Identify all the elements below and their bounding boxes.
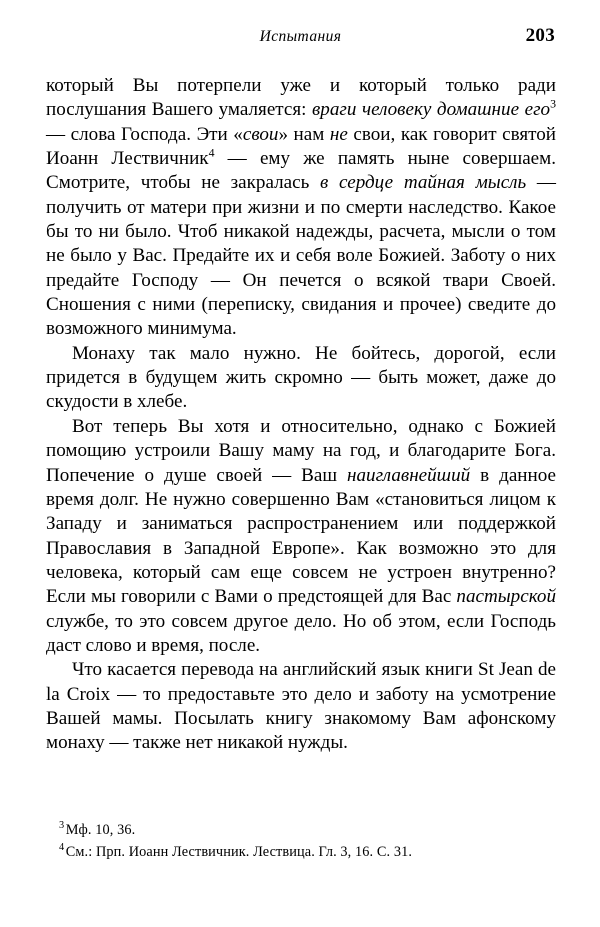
body-text-block [46,74,556,756]
text-run: » нам [278,123,330,145]
text-run: Вот теперь Вы хотя и относительно, однако с Божией помощию устроили Вашу маму на год, и благодарите Бога. Попечение о душе своей — Ваш [46,415,556,486]
emphasized-text: враги человеку домашние его [312,99,551,121]
paragraph [46,342,556,415]
text-run: — получить от матери при жизни и по смерти наследство. Какое бы то ни было. Чтоб никакой надежды, расчета, мысли о том не было у Вас. Предайте их и себя воле Божией. Заботу о них предайте Господу — Он печется о всякой твари Своей. Сношения с ними (переписку, свидания и прочее) сведите до возможного минимума. [46,172,556,340]
emphasized-text: наиглавнейший [347,464,471,486]
footnote [46,842,556,864]
text-run: Монаху так мало нужно. Не бойтесь, дорогой, если придется в будущем жить скромно — быть может, даже до скудости в хлебе. [46,342,556,413]
paragraph [46,74,556,342]
emphasized-text: не [329,123,348,145]
emphasized-text: в сердце тайная мысль [320,172,527,194]
emphasized-text: пастырской [456,586,556,608]
footnote-marker: 4 [59,841,65,853]
text-run: свои, как говорит святой Иоанн Лествичник [46,123,557,170]
text-run: который Вы потерпели уже и который только ради послушания Вашего умаляется: [46,75,556,121]
text-run: службе, то это совсем другое дело. Но об этом, если Господь даст слово и время, после. [46,610,556,656]
footnote-reference: 3 [550,96,557,111]
footnote-text: Мф. 10, 36. [65,822,136,838]
text-run: — ему же память ныне совершаем. Смотрите, чтобы не закралась [46,148,556,194]
text-run: в данное время долг. Не нужно совершенно Вам «становиться лицом к Западу и заниматься распространением или поддержкой Православия в Западной Европе». Как возможно это для человека, который сам еще совсем не устроен внутренно? Если мы говорили с Вами о предстоящей для Вас [46,464,556,608]
paragraph [46,658,556,755]
emphasized-text: свои [242,123,279,145]
running-head [46,25,555,50]
footnote-block [46,820,556,863]
running-head-title: Испытания [259,28,342,45]
paragraph [46,415,556,658]
text-run: Что касается перевода на английский язык книги St Jean de la Croix — то предоставьте это дело и заботу на усмотрение Вашей мамы. Посылать книгу знакомому Вам афонскому монаху — также нет никакой нужды. [46,659,556,754]
footnote-reference: 4 [208,145,215,160]
footnote [46,820,556,842]
text-run: — слова Господа. Эти « [46,123,243,145]
footnote-marker: 3 [59,820,65,832]
footnote-text: См.: Прп. Иоанн Лествичник. Лествица. Гл. 3, 16. С. 31. [65,843,413,860]
page-number: 203 [525,25,555,46]
